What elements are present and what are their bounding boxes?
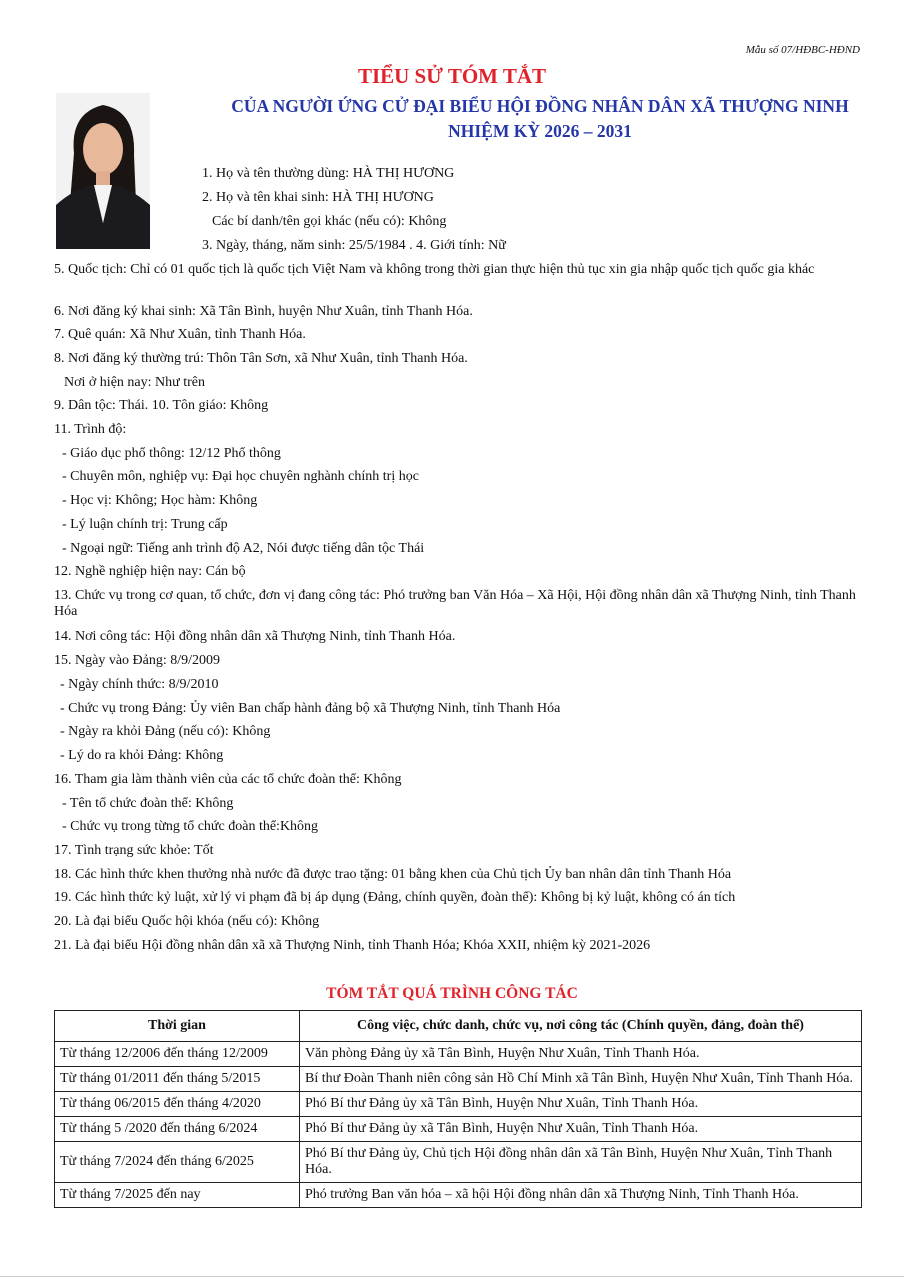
table-row [55,1142,862,1183]
field-party-official-date: - Ngày chính thức: 8/9/2010 [60,677,219,692]
field-permanent-residence: 8. Nơi đăng ký thường trú: Thôn Tân Sơn, xã Như Xuân, tỉnh Thanh Hóa. [54,351,468,366]
candidate-portrait [56,93,150,249]
work-history-table [54,1010,862,1208]
table-row [55,1067,862,1092]
field-common-name: 1. Họ và tên thường dùng: HÀ THỊ HƯƠNG [202,166,455,181]
table-cell-time: Từ tháng 7/2024 đến tháng 6/2025 [55,1142,300,1183]
table-cell-position: Bí thư Đoàn Thanh niên công sản Hồ Chí Minh xã Tân Bình, Huyện Như Xuân, Tỉnh Thanh Hóa. [300,1067,862,1092]
field-position: 13. Chức vụ trong cơ quan, tổ chức, đơn vị đang công tác: Phó trưởng ban Văn Hóa – Xã Hội, Hội đồng nhân dân xã Thượng Ninh, tỉnh Thanh Hóa [54,588,856,619]
page-bottom-divider [0,1276,904,1277]
field-education-heading: 11. Trình độ: [54,422,127,437]
table-row [55,1183,862,1208]
field-council-delegate: 21. Là đại biểu Hội đồng nhân dân xã xã Thượng Ninh, tỉnh Thanh Hóa; Khóa XXII, nhiệm kỳ 2021-2026 [54,938,651,953]
field-discipline: 19. Các hình thức kỷ luật, xử lý vi phạm đã bị áp dụng (Đảng, chính quyền, đoàn thể): Không bị kỷ luật, không có án tích [54,890,736,905]
document-term: NHIỆM KỲ 2026 – 2031 [448,121,632,141]
table-cell-position: Phó Bí thư Đảng ủy, Chủ tịch Hội đồng nhân dân xã Tân Bình, Huyện Như Xuân, Tỉnh Thanh Hóa. [300,1142,862,1183]
table-row [55,1117,862,1142]
field-party-position: - Chức vụ trong Đảng: Ủy viên Ban chấp hành đảng bộ xã Thượng Ninh, tỉnh Thanh Hóa [60,701,561,716]
field-general-education: - Giáo dục phổ thông: 12/12 Phổ thông [62,446,281,461]
field-nationality: 5. Quốc tịch: Chỉ có 01 quốc tịch là quốc tịch Việt Nam và không trong thời gian thực hiện thủ tục xin gia nhập quốc tịch quốc gia khác [54,262,815,277]
field-aliases: Các bí danh/tên gọi khác (nếu có): Không [212,214,447,229]
field-party-exit-reason: - Lý do ra khỏi Đảng: Không [60,748,224,763]
table-cell-position: Phó trưởng Ban văn hóa – xã hội Hội đồng nhân dân xã Thượng Ninh, Tỉnh Thanh Hóa. [300,1183,862,1208]
table-cell-time: Từ tháng 5 /2020 đến tháng 6/2024 [55,1117,300,1142]
table-row [55,1042,862,1067]
column-header-time: Thời gian [55,1011,300,1042]
table-cell-time: Từ tháng 06/2015 đến tháng 4/2020 [55,1092,300,1117]
field-hometown: 7. Quê quán: Xã Như Xuân, tỉnh Thanh Hóa. [54,327,306,342]
field-birth-name: 2. Họ và tên khai sinh: HÀ THỊ HƯƠNG [202,190,434,205]
column-header-position: Công việc, chức danh, chức vụ, nơi công tác (Chính quyền, đảng, đoàn thể) [300,1011,862,1042]
field-awards: 18. Các hình thức khen thưởng nhà nước đã được trao tặng: 01 bằng khen của Chủ tịch Ủy ban nhân dân tỉnh Thanh Hóa [54,867,732,882]
table-cell-position: Phó Bí thư Đảng ủy xã Tân Bình, Huyện Như Xuân, Tỉnh Thanh Hóa. [300,1092,862,1117]
field-birthdate-gender: 3. Ngày, tháng, năm sinh: 25/5/1984 . 4. Giới tính: Nữ [202,238,506,253]
field-foreign-language: - Ngoại ngữ: Tiếng anh trình độ A2, Nói được tiếng dân tộc Thái [62,541,425,556]
table-cell-time: Từ tháng 7/2025 đến nay [55,1183,300,1208]
table-header-row [55,1011,862,1042]
table-cell-position: Văn phòng Đảng ủy xã Tân Bình, Huyện Như Xuân, Tỉnh Thanh Hóa. [300,1042,862,1067]
field-party-join-date: 15. Ngày vào Đảng: 8/9/2009 [54,653,221,668]
field-organization-name: - Tên tổ chức đoàn thể: Không [62,796,234,811]
field-organizations: 16. Tham gia làm thành viên của các tổ chức đoàn thể: Không [54,772,402,787]
document-title: TIỂU SỬ TÓM TẮT [357,64,547,88]
work-history-title: TÓM TẮT QUÁ TRÌNH CÔNG TÁC [326,985,578,1002]
field-current-residence: Nơi ở hiện nay: Như trên [64,375,205,390]
table-cell-position: Phó Bí thư Đảng ủy xã Tân Bình, Huyện Như Xuân, Tỉnh Thanh Hóa. [300,1117,862,1142]
field-political-theory: - Lý luận chính trị: Trung cấp [62,517,228,532]
field-professional-qualification: - Chuyên môn, nghiệp vụ: Đại học chuyên nghành chính trị học [62,469,419,484]
table-cell-time: Từ tháng 12/2006 đến tháng 12/2009 [55,1042,300,1067]
field-organization-position: - Chức vụ trong từng tổ chức đoàn thể:Không [62,819,319,834]
field-birth-registration: 6. Nơi đăng ký khai sinh: Xã Tân Bình, huyện Như Xuân, tỉnh Thanh Hóa. [54,304,473,319]
field-health: 17. Tình trạng sức khỏe: Tốt [54,843,214,858]
field-occupation: 12. Nghề nghiệp hiện nay: Cán bộ [54,564,246,579]
form-number: Mẫu số 07/HĐBC-HĐND [745,44,860,56]
field-ethnicity-religion: 9. Dân tộc: Thái. 10. Tôn giáo: Không [54,398,269,413]
field-workplace: 14. Nơi công tác: Hội đồng nhân dân xã Thượng Ninh, tỉnh Thanh Hóa. [54,629,456,644]
table-row [55,1092,862,1117]
table-cell-time: Từ tháng 01/2011 đến tháng 5/2015 [55,1067,300,1092]
field-party-exit-date: - Ngày ra khỏi Đảng (nếu có): Không [60,724,271,739]
field-national-assembly: 20. Là đại biểu Quốc hội khóa (nếu có): Không [54,914,320,929]
field-academic-degree: - Học vị: Không; Học hàm: Không [62,493,258,508]
document-subtitle: CỦA NGƯỜI ỨNG CỬ ĐẠI BIỂU HỘI ĐỒNG NHÂN DÂN XÃ THƯỢNG NINH [231,96,849,116]
